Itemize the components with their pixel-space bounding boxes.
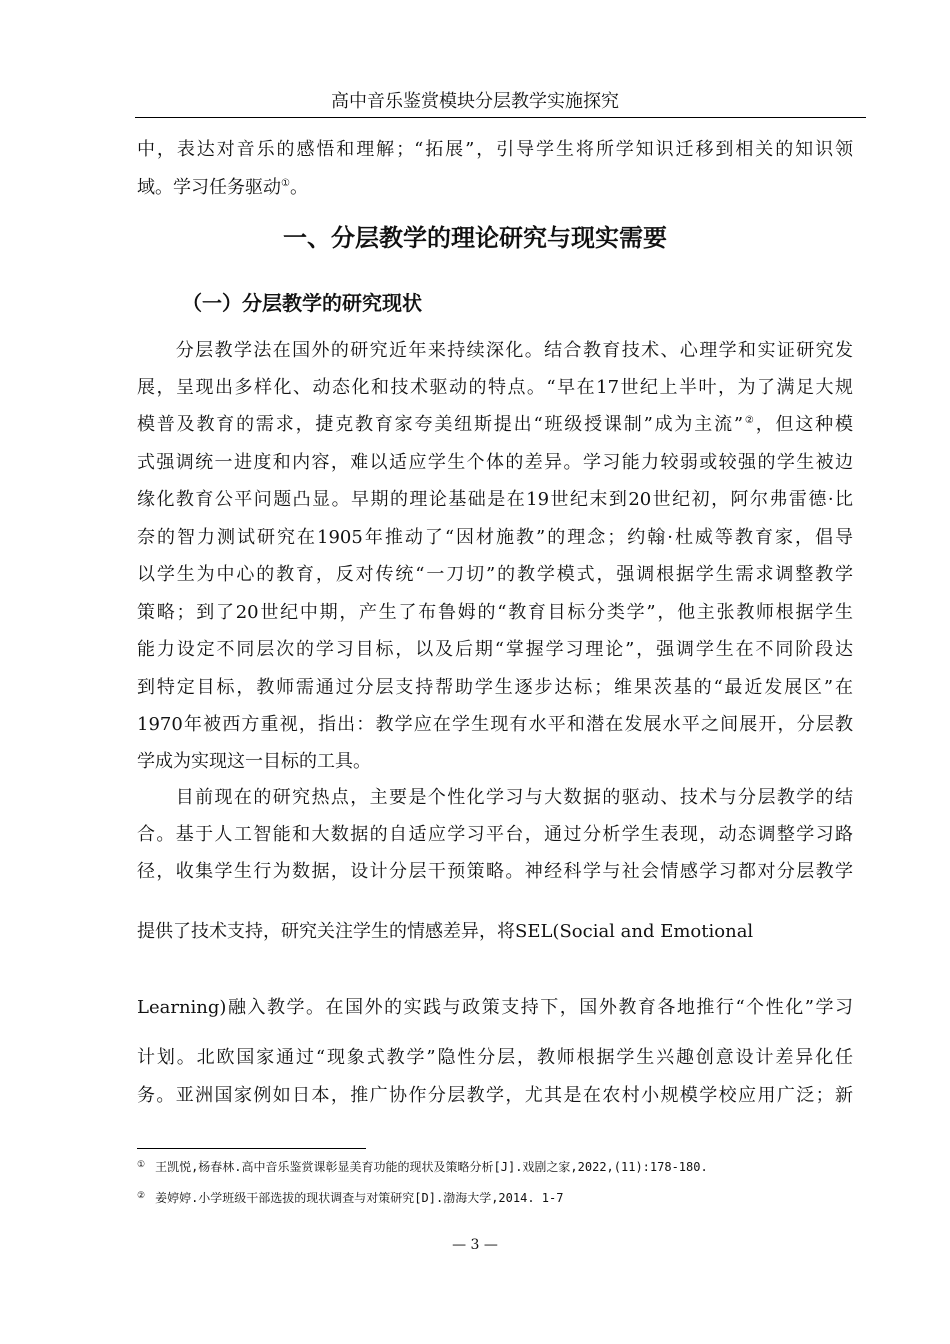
para2-line: 务。亚洲国家例如日本，推广协作分层教学，尤其是在农村小规模学校应用广泛；新: [137, 1085, 853, 1106]
footnote-mark: ②: [137, 1191, 146, 1201]
footnote-mark: ①: [137, 1160, 146, 1170]
intro-line-1: 中，表达对音乐的感悟和理解；“拓展”，引导学生将所学知识迁移到相关的知识领: [137, 139, 853, 160]
footnote-2: [137, 1188, 563, 1206]
para1-line: 策略；到了20世纪中期，产生了布鲁姆的“教育目标分类学”，他主张教师根据学生: [137, 602, 853, 623]
para1-line: [137, 413, 853, 437]
para1-line: 能力设定不同层次的学习目标，以及后期“掌握学习理论”，强调学生在不同阶段达: [137, 639, 853, 660]
section-heading: 一、分层教学的理论研究与现实需要: [283, 224, 667, 252]
header-rule: [135, 117, 866, 118]
para1-line: 展，呈现出多样化、动态化和技术驱动的特点。“早在17世纪上半叶，为了满足大规: [137, 377, 853, 398]
footnote-text: 姜婷婷.小学班级干部选拔的现状调查与对策研究[D].渤海大学,2014. 1-7: [155, 1191, 564, 1205]
para2-line: 计划。北欧国家通过“现象式教学”隐性分层，教师根据学生兴趣创意设计差异化任: [137, 1047, 853, 1068]
para1-line-3-text: 模普及教育的需求，捷克教育家夸美纽斯提出“班级授课制”成为主流”: [137, 414, 744, 435]
para1-line: 1970年被西方重视，指出：教学应在学生现有水平和潜在发展水平之间展开，分层教: [137, 714, 853, 735]
para2-line: Learning)融入教学。在国外的实践与政策支持下，国外教育各地推行“个性化”学习: [137, 997, 853, 1018]
para1-line: 式强调统一进度和内容，难以适应学生个体的差异。学习能力较弱或较强的学生被边: [137, 452, 853, 473]
para1-line: 到特定目标，教师需通过分层支持帮助学生逐步达标；维果茨基的“最近发展区”在: [137, 677, 853, 698]
footnote-1: [137, 1157, 708, 1175]
para1-line: 学成为实现这一目标的工具。: [137, 751, 371, 772]
intro-line-2-tail: 。: [289, 177, 308, 198]
page-number: — 3 —: [452, 1237, 498, 1253]
running-header: 高中音乐鉴赏模块分层教学实施探究: [331, 91, 619, 112]
para2-line: 目前现在的研究热点，主要是个性化学习与大数据的驱动、技术与分层教学的结: [137, 787, 853, 808]
para1-line: 分层教学法在国外的研究近年来持续深化。结合教育技术、心理学和实证研究发: [137, 340, 853, 361]
footnote-rule: [137, 1148, 366, 1149]
para1-line-3-tail: ，但这种模: [755, 414, 853, 435]
footnote-text: 王凯悦,杨春林.高中音乐鉴赏课彰显美育功能的现状及策略分析[J].戏剧之家,2022,(11):178-180.: [155, 1160, 708, 1174]
para2-line: 提供了技术支持，研究关注学生的情感差异，将SEL(Social and Emotional: [137, 921, 754, 942]
intro-line-2: [137, 176, 308, 200]
footnote-ref-2[interactable]: ②: [743, 415, 756, 426]
para1-line: 奈的智力测试研究在1905年推动了“因材施教”的理念；约翰·杜威等教育家，倡导: [137, 527, 853, 548]
para1-line: 以学生为中心的教育，反对传统“一刀切”的教学模式，强调根据学生需求调整教学: [137, 564, 853, 585]
intro-line-2-text: 域。学习任务驱动: [137, 177, 281, 198]
para2-line: 合。基于人工智能和大数据的自适应学习平台，通过分析学生表现，动态调整学习路: [137, 824, 853, 845]
footnote-ref-1[interactable]: ①: [281, 178, 290, 189]
para2-line: 径，收集学生行为数据，设计分层干预策略。神经科学与社会情感学习都对分层教学: [137, 861, 853, 882]
subsection-heading: （一）分层教学的研究现状: [182, 291, 422, 315]
para1-line: 缘化教育公平问题凸显。早期的理论基础是在19世纪末到20世纪初，阿尔弗雷德·比: [137, 489, 853, 510]
